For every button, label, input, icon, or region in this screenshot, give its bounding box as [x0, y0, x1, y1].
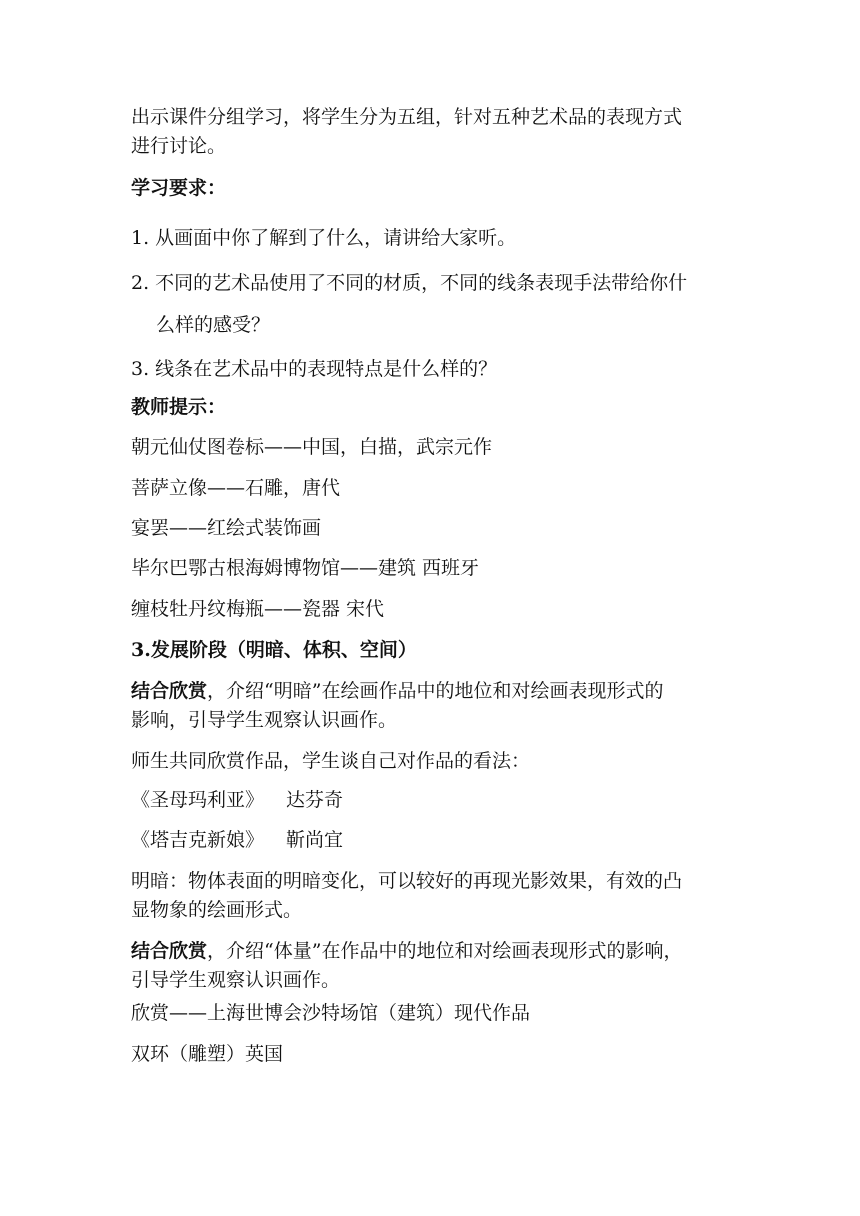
- combine-1-bold: 结合欣赏: [131, 680, 208, 702]
- intro-paragraph-line2: 进行讨论。: [131, 135, 227, 157]
- combine-paragraph-2-line1: [131, 938, 682, 964]
- appreciate-2: 双环（雕塑）英国: [131, 1043, 284, 1065]
- teacher-hints-heading: 教师提示：: [131, 396, 227, 418]
- requirement-1: 1. 从画面中你了解到了什么，请讲给大家听。: [131, 227, 517, 249]
- combine-paragraph-1-line2: 影响，引导学生观察认识画作。: [131, 709, 398, 731]
- work-1-title: 《圣母玛利亚》: [131, 789, 265, 811]
- intro-paragraph-line1: 出示课件分组学习，将学生分为五组，针对五种艺术品的表现方式: [131, 106, 683, 128]
- learning-requirements-heading: 学习要求：: [131, 177, 227, 199]
- hint-3: 宴罢——红绘式装饰画: [131, 517, 322, 539]
- chiaroscuro-line1: 明暗：物体表面的明暗变化，可以较好的再现光影效果，有效的凸: [131, 870, 683, 892]
- combine-paragraph-2-line2: 引导学生观察认识画作。: [131, 969, 341, 991]
- stage-heading: 3.发展阶段（明暗、体积、空间）: [131, 639, 417, 661]
- requirement-2-line2: 么样的感受？: [156, 314, 271, 336]
- combine-paragraph-1-line1: [131, 678, 663, 704]
- hint-5: 缠枝牡丹纹梅瓶——瓷器 宋代: [131, 598, 385, 620]
- combine-1-rest: ，介绍“明暗”在绘画作品中的地位和对绘画表现形式的: [207, 680, 664, 702]
- discussion-line: 师生共同欣赏作品，学生谈自己对作品的看法：: [131, 750, 531, 772]
- requirement-3: 3. 线条在艺术品中的表现特点是什么样的？: [131, 358, 498, 380]
- work-2-artist: 靳尚宜: [286, 829, 344, 851]
- combine-2-rest: ，介绍“体量”在作品中的地位和对绘画表现形式的影响，: [207, 940, 683, 962]
- hint-4: 毕尔巴鄂古根海姆博物馆——建筑 西班牙: [131, 557, 480, 579]
- combine-2-bold: 结合欣赏: [131, 940, 208, 962]
- hint-1: 朝元仙仗图卷标——中国，白描，武宗元作: [131, 436, 493, 458]
- requirement-2-line1: 2. 不同的艺术品使用了不同的材质，不同的线条表现手法带给你什: [131, 272, 688, 294]
- appreciate-1: 欣赏——上海世博会沙特场馆（建筑）现代作品: [131, 1002, 531, 1024]
- chiaroscuro-line2: 显物象的绘画形式。: [131, 899, 303, 921]
- work-2: [131, 827, 343, 853]
- work-1-artist: 达芬奇: [286, 789, 344, 811]
- hint-2: 菩萨立像——石雕，唐代: [131, 477, 341, 499]
- work-2-title: 《塔吉克新娘》: [131, 829, 265, 851]
- work-1: [131, 787, 343, 813]
